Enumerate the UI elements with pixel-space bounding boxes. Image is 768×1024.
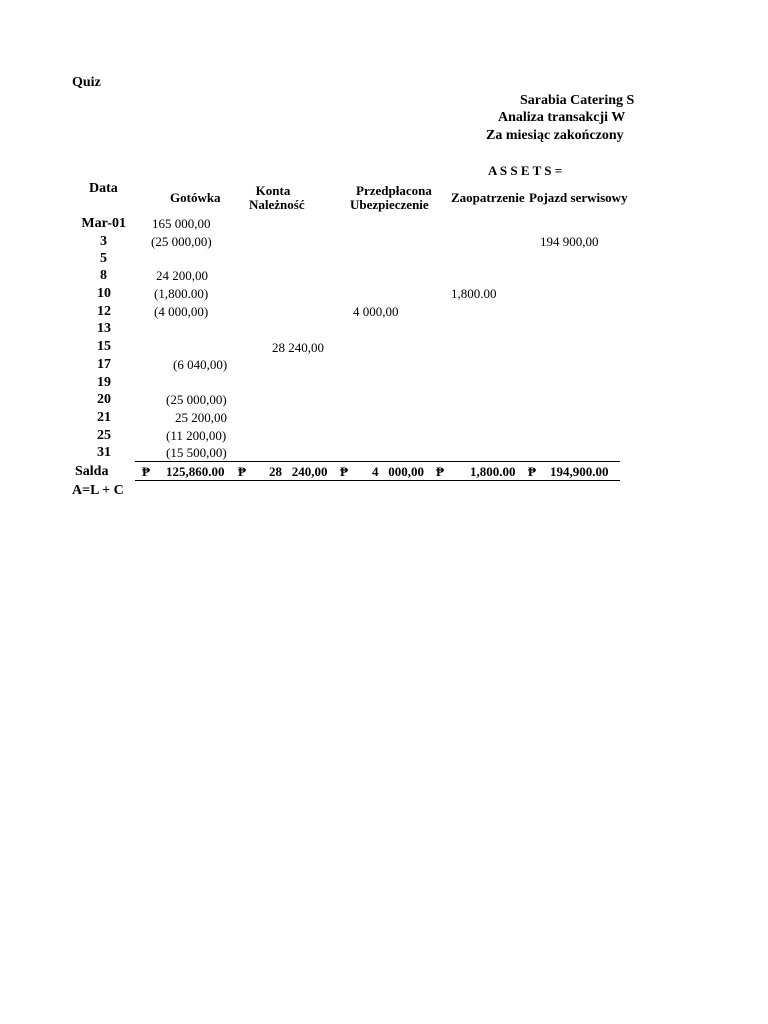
cash-cell: (15 500,00)	[166, 445, 227, 460]
cash-cell: (25 000,00)	[166, 392, 227, 407]
balance-cash: 125,860.00	[166, 464, 225, 479]
balance-top-rule	[135, 461, 620, 462]
currency-symbol: ₱	[238, 464, 246, 479]
row-date: 12	[97, 304, 111, 319]
row-date: 20	[97, 392, 111, 407]
column-header-vehicle: Pojazd serwisowy	[529, 190, 628, 205]
column-header-receivables-line1: Konta	[255, 183, 291, 198]
column-header-receivables-line2: Należność	[249, 197, 305, 212]
row-date: 15	[97, 339, 111, 354]
column-header-cash: Gotówka	[170, 190, 221, 205]
balance-bottom-rule	[135, 480, 620, 481]
row-date: Mar-01	[81, 216, 126, 231]
quiz-label: Quiz	[72, 75, 101, 90]
report-subtitle: Analiza transakcji W	[498, 110, 626, 125]
cash-cell: (1,800.00)	[154, 286, 209, 301]
row-date: 10	[97, 286, 111, 301]
cash-cell: 25 200,00	[175, 410, 227, 425]
currency-symbol: ₱	[528, 464, 536, 479]
column-header-prepaid-line2: Ubezpieczenie	[350, 197, 429, 212]
row-date: 17	[97, 357, 111, 372]
row-date: 13	[97, 321, 111, 336]
currency-symbol: ₱	[436, 464, 444, 479]
column-header-supplies: Zaopatrzenie	[451, 190, 525, 205]
report-period: Za miesiąc zakończony	[486, 128, 624, 143]
column-header-prepaid-line1: Przedpłacona	[356, 183, 432, 198]
currency-symbol: ₱	[142, 464, 150, 479]
cash-cell: (25 000,00)	[151, 234, 212, 249]
cash-cell: (6 040,00)	[173, 357, 228, 372]
cash-cell: (11 200,00)	[166, 428, 227, 443]
supplies-cell: 1,800.00	[451, 286, 497, 301]
prepaid-cell: 4 000,00	[353, 304, 399, 319]
accounting-equation: A=L + C	[72, 483, 124, 498]
receivables-cell: 28 240,00	[272, 340, 324, 355]
assets-header: A S S E T S =	[488, 163, 563, 178]
row-date: 19	[97, 375, 111, 390]
row-date: 21	[97, 410, 111, 425]
currency-symbol: ₱	[340, 464, 348, 479]
row-date: 5	[100, 251, 107, 266]
company-name: Sarabia Catering S	[520, 93, 635, 108]
vehicle-cell: 194 900,00	[540, 234, 599, 249]
cash-cell: 165 000,00	[152, 216, 211, 231]
row-date: 8	[100, 268, 107, 283]
balance-receivables: 28 240,00	[269, 464, 328, 479]
cash-cell: 24 200,00	[156, 268, 208, 283]
balance-supplies: 1,800.00	[470, 464, 516, 479]
cash-cell: (4 000,00)	[154, 304, 209, 319]
row-date: 31	[97, 445, 111, 460]
row-date: 25	[97, 428, 111, 443]
row-date: 3	[100, 234, 107, 249]
column-header-date: Data	[89, 181, 118, 196]
balance-vehicle: 194,900.00	[550, 464, 609, 479]
balance-prepaid: 4 000,00	[372, 464, 424, 479]
balance-label: Salda	[75, 464, 109, 479]
